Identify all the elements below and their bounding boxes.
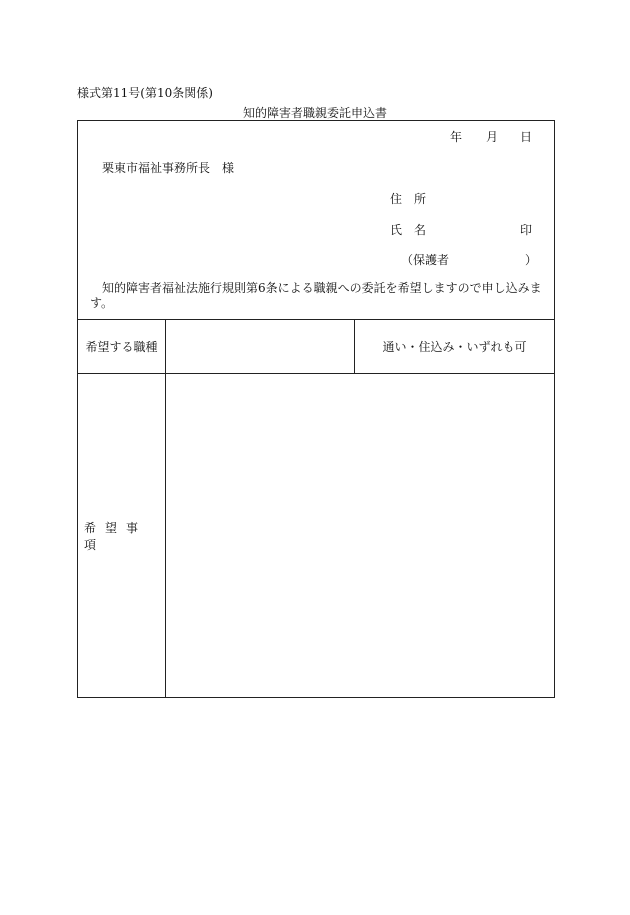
commute-options-label: 通い・住込み・いずれも可 (382, 340, 527, 354)
date-month-label: 月 (486, 130, 499, 144)
date-year-label: 年 (450, 130, 463, 144)
request-statement: 知的障害者福祉法施行規則第6条による職親への委託を希望しますので申し込みます。 (90, 281, 542, 310)
guardian-close-paren: ） (525, 253, 538, 267)
application-form (77, 120, 555, 698)
date-day-label: 日 (520, 130, 533, 144)
desired-items-field[interactable] (166, 374, 554, 697)
guardian-label: （保護者 (401, 253, 450, 267)
seal-label: 印 (520, 223, 533, 237)
document-title: 知的障害者職親委託申込書 (242, 106, 387, 120)
form-header-area (78, 121, 554, 319)
addressee-label: 栗東市福祉事務所長 様 (102, 161, 235, 175)
name-label: 氏 名 (390, 223, 427, 237)
desired-job-label: 希望する職種 (78, 320, 166, 373)
address-label: 住 所 (390, 192, 427, 206)
desired-items-row (78, 373, 554, 697)
form-number-label: 様式第11号(第10条関係) (77, 86, 213, 100)
desired-job-row (78, 319, 554, 373)
desired-items-label: 希望事項 (78, 374, 166, 697)
desired-job-field[interactable] (166, 320, 355, 373)
